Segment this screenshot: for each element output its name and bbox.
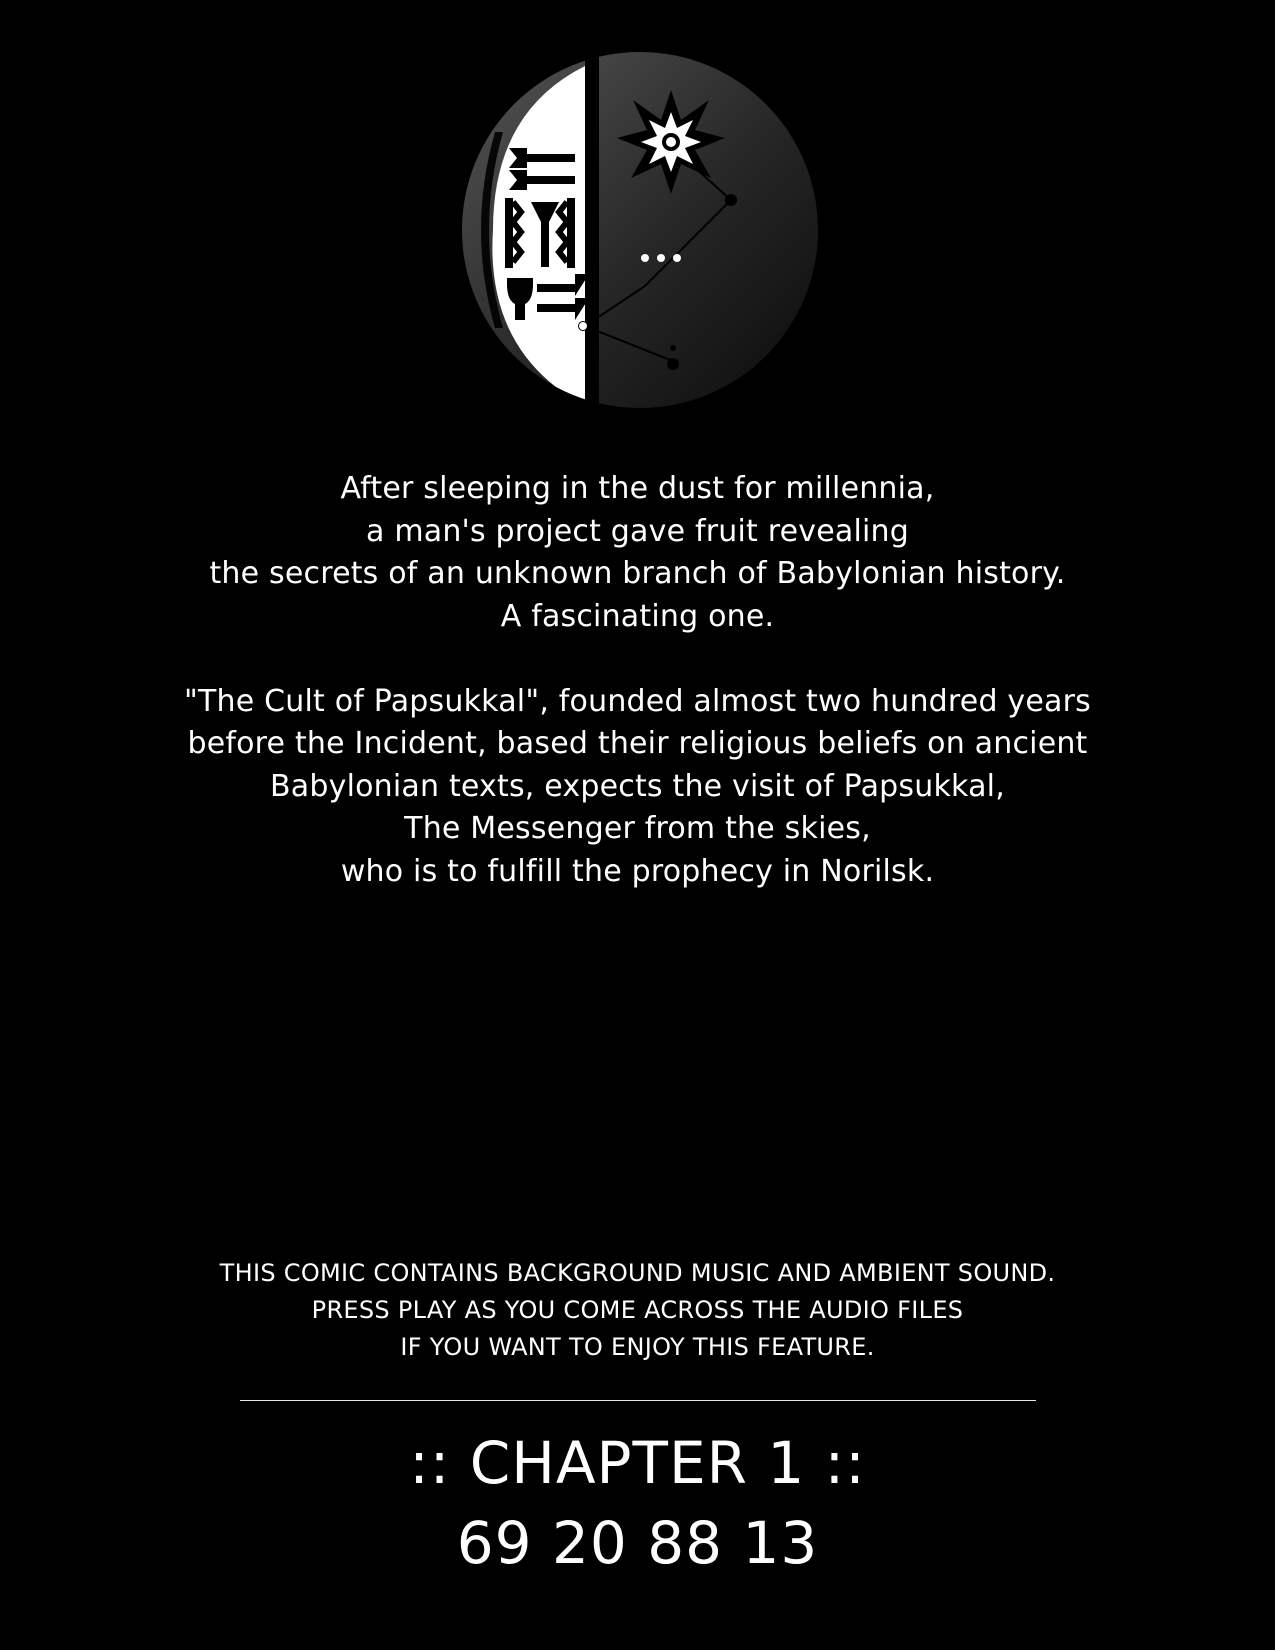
chapter-title: :: CHAPTER 1 :: [409, 1429, 866, 1497]
intro-line: before the Incident, based their religious beliefs on ancient [187, 726, 1088, 761]
intro-line: who is to fulfill the prophecy in Norilsk. [340, 853, 935, 889]
intro-line: "The Cult of Papsukkal", founded almost two hundred years [184, 683, 1091, 719]
intro-line: the secrets of an unknown branch of Babylonian history. [209, 556, 1066, 591]
intro-line: A fascinating one. [500, 598, 775, 634]
divider [240, 1400, 1036, 1401]
intro-line: The Messenger from the skies, [404, 811, 871, 846]
papsukkal-emblem-icon [455, 52, 825, 422]
intro-line: a man's project gave fruit revealing [366, 513, 909, 549]
notice-line: IF YOU WANT TO ENJOY THIS FEATURE. [400, 1333, 875, 1361]
audio-notice [0, 1255, 1275, 1366]
intro-line: After sleeping in the dust for millennia, [340, 471, 935, 506]
chapter-code: 69 20 88 13 [456, 1509, 819, 1577]
intro-text [0, 468, 1275, 893]
intro-line: Babylonian texts, expects the visit of Papsukkal, [270, 768, 1005, 804]
notice-line: THIS COMIC CONTAINS BACKGROUND MUSIC AND AMBIENT SOUND. [219, 1259, 1056, 1287]
notice-line: PRESS PLAY AS YOU COME ACROSS THE AUDIO FILES [311, 1296, 964, 1324]
paragraph-gap [0, 638, 1275, 681]
